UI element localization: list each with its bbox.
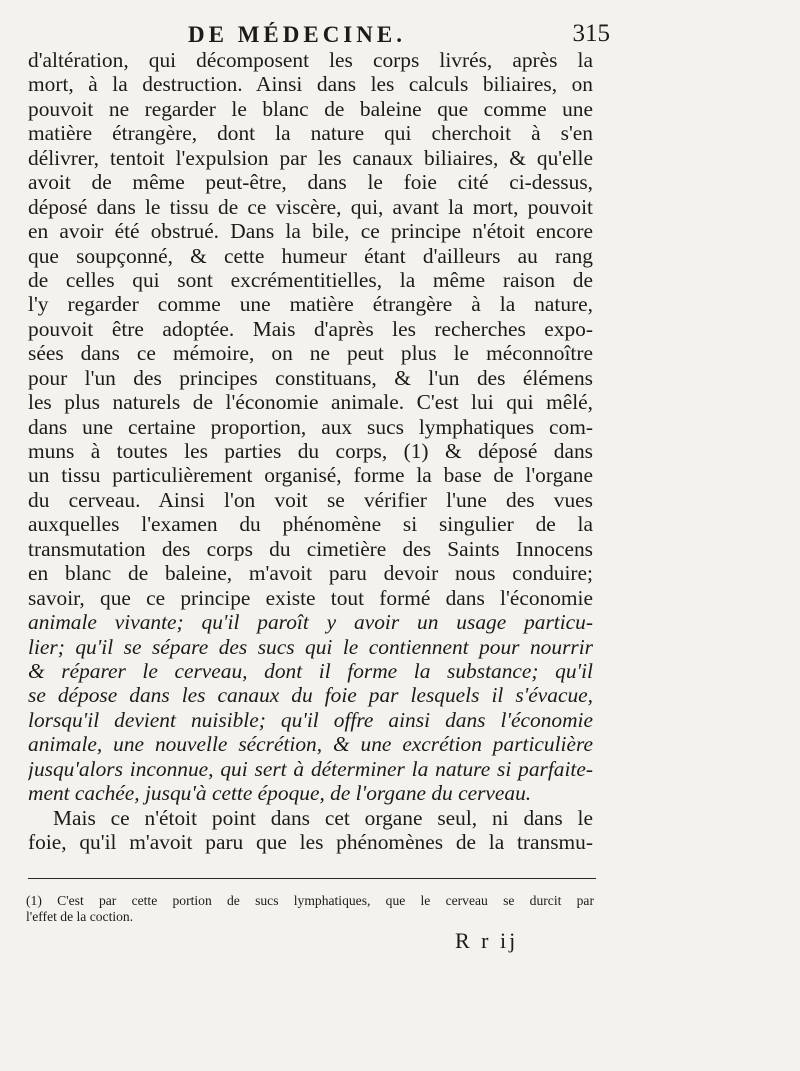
page-number: 315 <box>572 20 610 47</box>
text-line: mort, à la destruction. Ainsi dans les calculs biliaires, on <box>28 72 593 97</box>
body-text <box>28 48 593 854</box>
text-line: dans une certaine proportion, aux sucs lymphatiques com- <box>28 414 593 439</box>
text-line: sées dans ce mémoire, on ne peut plus le méconnoître <box>28 341 593 366</box>
text-line: Mais ce n'étoit point dans cet organe seul, ni dans le <box>53 805 593 830</box>
italic-text-line: ment cachée, jusqu'à cette époque, de l'organe du cerveau. <box>28 781 532 806</box>
footnote-rule <box>28 878 596 879</box>
text-line: foie, qu'il m'avoit paru que les phénomènes de la transmu- <box>28 830 593 854</box>
text-line: matière étrangère, dont la nature qui cherchoit à s'en <box>28 121 593 146</box>
text-line: que soupçonné, & cette humeur étant d'ailleurs au rang <box>28 243 593 268</box>
text-line: transmutation des corps du cimetière des Saints Innocens <box>28 536 593 561</box>
text-line: un tissu particulièrement organisé, forme la base de l'organe <box>28 463 593 488</box>
italic-text-line: se dépose dans les canaux du foie par lesquels il s'évacue, <box>28 683 593 708</box>
italic-text-line: jusqu'alors inconnue, qui sert à déterminer la nature si parfaite- <box>28 756 593 781</box>
text-line: muns à toutes les parties du corps, (1) & déposé dans <box>28 439 593 463</box>
text-line: pouvoit être adoptée. Mais d'après les recherches expo- <box>28 316 593 341</box>
running-title: DE MÉDECINE. <box>188 22 406 47</box>
italic-text-line: animale, une nouvelle sécrétion, & une excrétion particulière <box>28 732 593 757</box>
italic-text-line: lier; qu'il se sépare des sucs qui le contiennent pour nourrir <box>28 634 593 659</box>
signature-mark: R r ij <box>455 928 519 953</box>
text-line: de celles qui sont excrémentitielles, la même raison de <box>28 267 593 292</box>
text-line: délivrer, tentoit l'expulsion par les canaux biliaires, & qu'elle <box>28 145 593 170</box>
text-line: savoir, que ce principe existe tout formé dans l'économie <box>28 585 593 610</box>
text-line: pouvoit ne regarder le blanc de baleine que comme une <box>28 96 593 121</box>
text-line: d'altération, qui décomposent les corps livrés, après la <box>28 48 593 72</box>
footnote-line: (1) C'est par cette portion de sucs lymphatiques, que le cerveau se durcit par <box>26 893 594 908</box>
text-line: auxquelles l'examen du phénomène si singulier de la <box>28 512 593 537</box>
text-line: déposé dans le tissu de ce viscère, qui, avant la mort, pouvoit <box>28 194 593 219</box>
footnote-line: l'effet de la coction. <box>26 909 134 924</box>
italic-text-line: & réparer le cerveau, dont il forme la substance; qu'il <box>28 658 593 683</box>
text-line: en blanc de baleine, m'avoit paru devoir nous conduire; <box>28 561 593 586</box>
footnote <box>26 893 594 925</box>
text-line: en avoir été obstrué. Dans la bile, ce principe n'étoit encore <box>28 219 593 244</box>
italic-text-line: lorsqu'il devient nuisible; qu'il offre ainsi dans l'économie <box>28 707 593 732</box>
italic-text-line: animale vivante; qu'il paroît y avoir un usage particu- <box>28 610 593 635</box>
text-line: les plus naturels de l'économie animale. C'est lui qui mêlé, <box>28 390 593 415</box>
text-line: l'y regarder comme une matière étrangère à la nature, <box>28 292 593 317</box>
text-line: pour l'un des principes constituans, & l'un des élémens <box>28 365 593 390</box>
text-line: avoit de même peut-être, dans le foie cité ci-dessus, <box>28 170 593 195</box>
text-line: du cerveau. Ainsi l'on voit se vérifier l'une des vues <box>28 487 593 512</box>
